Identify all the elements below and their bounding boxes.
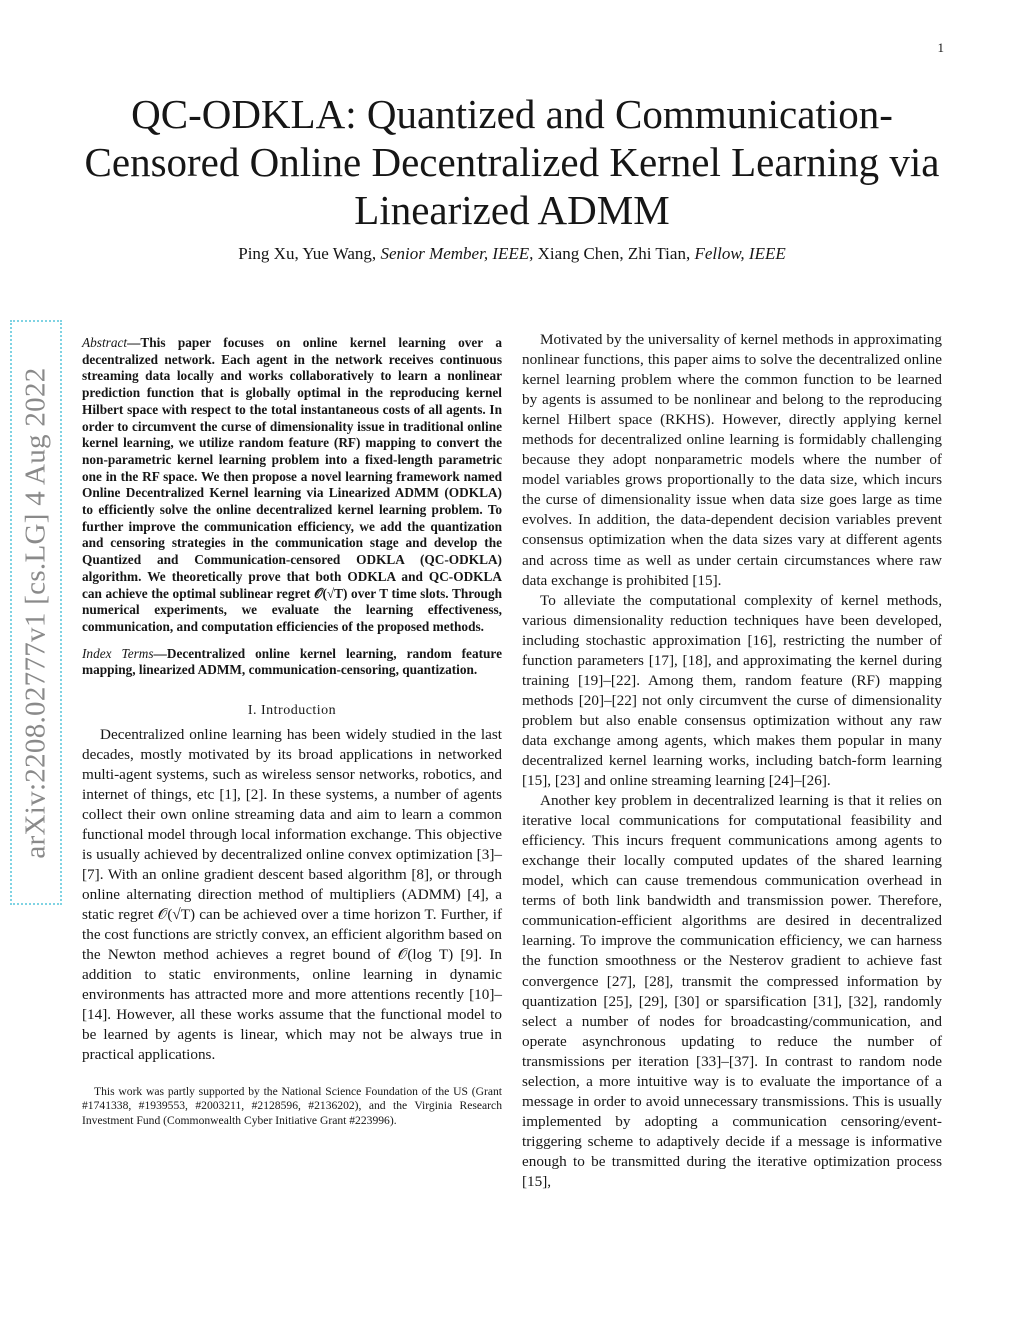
abstract-text: —This paper focuses on online kernel learning over a decentralized network. Each agent in the network receives continuous streaming data locally and works collaboratively to learn a nonlinear prediction function that is globally optimal in the reproducing kernel Hilbert space with respect to the total instantaneous costs of all agents. In order to circumvent the curse of dimensionality issue in traditional online kernel learning, we utilize random feature (RF) mapping to convert the non-parametric kernel learning problem into a fixed-length parametric one in the RF space. We then propose a novel learning framework named Online Decentralized Kernel learning via Linearized ADMM (ODKLA) to efficiently solve the online decentralized kernel learning problem. To further improve the communication efficiency, we add the quantization and censoring strategies in the communication stage and develop the Quantized and Communication-censored ODKLA (QC-ODKLA) algorithm. We theoretically prove that both ODKLA and QC-ODKLA can achieve the optimal sublinear regret 𝒪(√T) over T time slots. Through numerical experiments, we evaluate the learning effectiveness, communication, and computation efficiencies of the proposed methods. (82, 335, 502, 634)
authors-role2: Fellow, IEEE (694, 244, 786, 263)
right-column (522, 330, 942, 1192)
section-heading: I. Introduction (247, 703, 337, 719)
arxiv-stamp-text: arXiv:2208.02777v1 [cs.LG] 4 Aug 2022 (19, 366, 52, 859)
index-terms (82, 646, 502, 679)
right-paragraph-1: Motivated by the universality of kernel methods in approximating nonlinear functions, this paper aims to solve the decentralized online kernel learning problem where the common function to be learned by agents is assumed to be nonlinear and belong to the reproducing kernel Hilbert space (RKHS). However, directly applying kernel methods for decentralized online learning is formidably challenging because they adopt nonparametric models where the number of model variables grows proportionally to the data size, which incurs the curse of dimensionality issue when data size goes large as time evolves. In addition, the data-dependent decision variables prevent consensus optimization when the data sizes vary at different agents and across time as well as under certain circumstances where raw data exchange is prohibited [15]. (522, 331, 942, 589)
page-number: 1 (937, 40, 944, 55)
authors-role1: Senior Member, IEEE, (380, 244, 534, 263)
right-paragraph-3: Another key problem in decentralized learning is that it relies on iterative local communications for computational feasibility and efficiency. This incurs frequent communications among agents to exchange their locally computed updates of the shared learning model, which can cause tremendous communication overhead in terms of both link bandwidth and transmission power. Therefore, communication-efficient algorithms are desired in decentralized learning. To improve the communication efficiency, we can harness the function smoothness or the Nesterov gradient to achieve fast convergence [27], [28], transmit the compressed information by quantization [25], [29], [30] or sparsification [31], [32], randomly select a number of nodes for broadcasting/communication, and operate asynchronous updating to reduce the number of transmissions per iteration [33]–[37]. In contrast to random node selection, a more intuitive way is to evaluate the importance of a message in order to avoid unnecessary transmissions. This is usually implemented by adopting a communication censoring/event-triggering scheme to adaptively decide if a message is informative enough to be transmitted during the iterative optimization process [15], (522, 792, 942, 1190)
index-terms-text: —Decentralized online kernel learning, random feature mapping, linearized ADMM, communication-censoring, quantization. (82, 645, 502, 678)
right-paragraph-2: To alleviate the computational complexity of kernel methods, various dimensionality reduction techniques have been developed, including stochastic approximation [16], restricting the number of function parameters [17], [18], and approximating the kernel during training [19]–[22]. Among them, random feature (RF) mapping methods [20]–[22] not only circumvent the curse of dimensionality problem but also enable consensus optimization without any raw data exchange among agents, which makes them popular in many decentralized kernel learning works, including batch-form learning [15], [23] and online streaming learning [24]–[26]. (522, 591, 942, 790)
left-column (82, 330, 502, 1128)
paper-title: QC-ODKLA: Quantized and Communication-Censored Online Decentralized Kernel Learning via Linearized ADMM (84, 91, 940, 233)
authors-part1: Ping Xu, Yue Wang, (238, 244, 377, 263)
authors-part2: Xiang Chen, Zhi Tian, (537, 244, 691, 263)
footnote: This work was partly supported by the National Science Foundation of the US (Grant #1741338, #1939553, #2003211, #2128596, #2136202), and the Virginia Research Investment Fund (Commonwealth Cyber Initiative Grant #223996). (82, 1085, 502, 1127)
abstract-label: Abstract (82, 335, 128, 350)
index-terms-label: Index Terms (82, 645, 154, 661)
intro-paragraph: Decentralized online learning has been widely studied in the last decades, mostly motivated by its broad applications in networked multi-agent systems, such as wireless sensor networks, robotics, and internet of things, etc [1], [2]. In these systems, a number of agents collect their own online streaming data and aim to learn a common functional model through local information exchange. This objective is usually achieved by decentralized online convex optimization [3]–[7]. With an online gradient descent based algorithm [8], or through online alternating direction method of multipliers (ADMM) [4], a static regret 𝒪(√T) can be achieved over a time horizon T. Further, if the cost functions are strictly convex, an efficient algorithm based on the Newton method achieves a regret bound of 𝒪(log T) [9]. In addition to static environments, online learning in dynamic environments has attracted more and more attentions recently [10]–[14]. However, all these works assume that the functional model to be learned by agents is linear, which may not be always true in practical applications. (82, 726, 502, 1064)
arxiv-stamp[interactable] (10, 320, 62, 905)
author-line (60, 244, 964, 264)
abstract (82, 335, 502, 636)
